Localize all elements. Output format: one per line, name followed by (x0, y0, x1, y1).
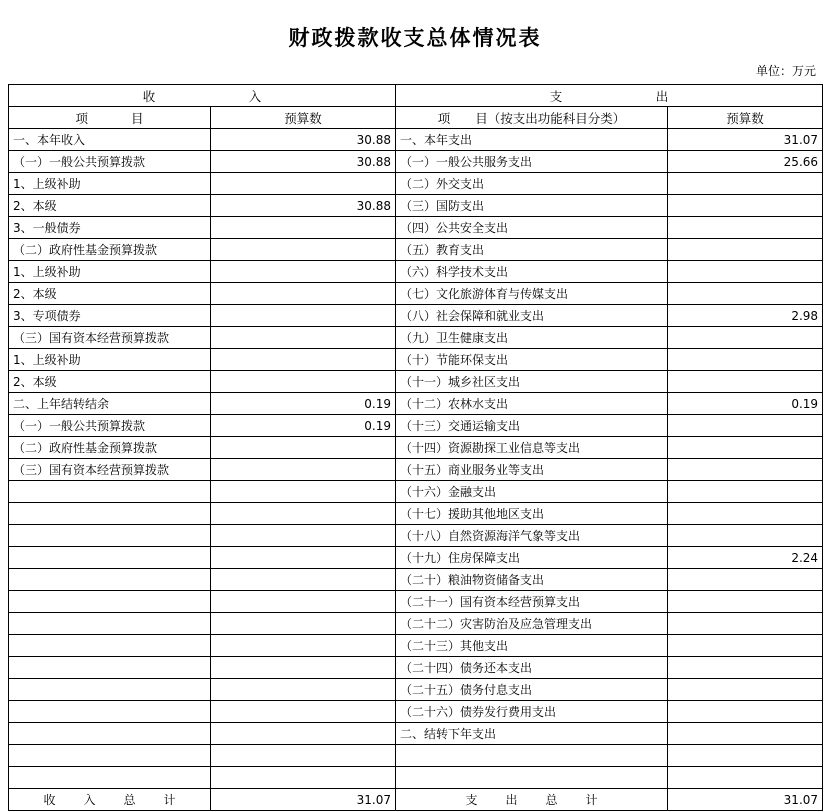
table-row (9, 173, 823, 195)
income-item-value (211, 261, 396, 283)
income-item-label (9, 503, 211, 525)
income-item-label: 一、本年收入 (9, 129, 211, 151)
expense-item-label: （二十五）债务付息支出 (396, 679, 668, 701)
expense-item-value (668, 195, 823, 217)
income-item-value (211, 525, 396, 547)
expense-item-value (668, 239, 823, 261)
income-item-value (211, 767, 396, 789)
income-item-label (9, 657, 211, 679)
budget-table (8, 84, 823, 811)
expense-item-label: （十三）交通运输支出 (396, 415, 668, 437)
expense-item-value (668, 261, 823, 283)
table-row (9, 371, 823, 393)
expense-item-value (668, 679, 823, 701)
expense-item-label: （八）社会保障和就业支出 (396, 305, 668, 327)
expense-item-value (668, 459, 823, 481)
expense-item-label: 一、本年支出 (396, 129, 668, 151)
table-body (9, 85, 823, 811)
income-item-value (211, 723, 396, 745)
income-item-value (211, 547, 396, 569)
expense-item-value (668, 569, 823, 591)
expense-item-label (396, 745, 668, 767)
income-item-value (211, 657, 396, 679)
expense-item-value (668, 657, 823, 679)
income-item-value: 30.88 (211, 195, 396, 217)
expense-section-header: 支 出 (396, 85, 823, 107)
income-item-label: 二、上年结转结余 (9, 393, 211, 415)
header-income-item: 项 目 (9, 107, 211, 129)
table-row (9, 569, 823, 591)
income-item-label: （二）政府性基金预算拨款 (9, 437, 211, 459)
income-section-header: 收 入 (9, 85, 396, 107)
income-item-value (211, 239, 396, 261)
header-expense-budget: 预算数 (668, 107, 823, 129)
table-row (9, 393, 823, 415)
income-item-label: 2、本级 (9, 195, 211, 217)
income-item-value (211, 437, 396, 459)
table-row (9, 481, 823, 503)
income-item-value (211, 371, 396, 393)
expense-item-label: （十一）城乡社区支出 (396, 371, 668, 393)
income-item-label: 1、上级补助 (9, 173, 211, 195)
income-item-label: 2、本级 (9, 283, 211, 305)
income-item-label: （三）国有资本经营预算拨款 (9, 459, 211, 481)
table-row (9, 305, 823, 327)
table-row (9, 613, 823, 635)
table-row (9, 327, 823, 349)
expense-item-value (668, 349, 823, 371)
income-item-value (211, 613, 396, 635)
expense-item-label: （十八）自然资源海洋气象等支出 (396, 525, 668, 547)
income-item-value (211, 679, 396, 701)
income-item-label (9, 745, 211, 767)
income-item-label: 3、专项债券 (9, 305, 211, 327)
table-row (9, 415, 823, 437)
income-item-value (211, 217, 396, 239)
table-row (9, 767, 823, 789)
table-row (9, 745, 823, 767)
income-item-value (211, 459, 396, 481)
income-item-value (211, 283, 396, 305)
expense-total-value: 31.07 (668, 789, 823, 811)
expense-item-label: （七）文化旅游体育与传媒支出 (396, 283, 668, 305)
expense-item-label: （二十二）灾害防治及应急管理支出 (396, 613, 668, 635)
expense-item-label: （十六）金融支出 (396, 481, 668, 503)
expense-item-value (668, 525, 823, 547)
expense-item-value (668, 613, 823, 635)
income-item-value (211, 349, 396, 371)
expense-item-label: （一）一般公共服务支出 (396, 151, 668, 173)
expense-item-label: （二十）粮油物资储备支出 (396, 569, 668, 591)
expense-item-value (668, 415, 823, 437)
income-item-value (211, 701, 396, 723)
expense-item-value: 0.19 (668, 393, 823, 415)
column-header-row (9, 107, 823, 129)
income-item-label: 1、上级补助 (9, 261, 211, 283)
section-header-row (9, 85, 823, 107)
income-item-value (211, 173, 396, 195)
expense-item-label: （十五）商业服务业等支出 (396, 459, 668, 481)
income-item-label (9, 613, 211, 635)
income-item-label: 1、上级补助 (9, 349, 211, 371)
header-income-budget: 预算数 (211, 107, 396, 129)
table-row (9, 525, 823, 547)
expense-item-value (668, 635, 823, 657)
expense-item-value (668, 745, 823, 767)
income-item-value: 30.88 (211, 129, 396, 151)
expense-item-label (396, 767, 668, 789)
income-item-value (211, 745, 396, 767)
table-row (9, 459, 823, 481)
table-row (9, 701, 823, 723)
income-item-label (9, 547, 211, 569)
expense-item-value (668, 767, 823, 789)
income-item-label (9, 767, 211, 789)
income-item-label (9, 679, 211, 701)
expense-item-label: （十四）资源勘探工业信息等支出 (396, 437, 668, 459)
income-item-label: 2、本级 (9, 371, 211, 393)
income-item-value: 0.19 (211, 415, 396, 437)
income-item-value (211, 569, 396, 591)
income-item-label (9, 591, 211, 613)
expense-item-label: （二十三）其他支出 (396, 635, 668, 657)
table-row (9, 129, 823, 151)
expense-item-value (668, 503, 823, 525)
expense-item-label: （六）科学技术支出 (396, 261, 668, 283)
income-total-value: 31.07 (211, 789, 396, 811)
expense-item-value (668, 701, 823, 723)
table-row (9, 679, 823, 701)
table-row (9, 195, 823, 217)
header-expense-item: 项 目（按支出功能科目分类） (396, 107, 668, 129)
table-row (9, 723, 823, 745)
expense-item-label: （二）外交支出 (396, 173, 668, 195)
table-row (9, 151, 823, 173)
unit-note: 单位：万元 (755, 64, 816, 78)
expense-item-value (668, 723, 823, 745)
table-row (9, 437, 823, 459)
expense-item-value (668, 591, 823, 613)
totals-row (9, 789, 823, 811)
expense-total-label: 支 出 总 计 (396, 789, 668, 811)
expense-item-value (668, 481, 823, 503)
expense-item-value (668, 327, 823, 349)
income-item-label (9, 481, 211, 503)
income-item-label (9, 569, 211, 591)
income-item-value: 30.88 (211, 151, 396, 173)
expense-item-label: （十七）援助其他地区支出 (396, 503, 668, 525)
table-row (9, 261, 823, 283)
table-row (9, 283, 823, 305)
expense-item-label: 二、结转下年支出 (396, 723, 668, 745)
expense-item-label: （十）节能环保支出 (396, 349, 668, 371)
income-item-value (211, 591, 396, 613)
expense-item-label: （四）公共安全支出 (396, 217, 668, 239)
income-item-value (211, 635, 396, 657)
income-item-label: （二）政府性基金预算拨款 (9, 239, 211, 261)
income-item-label: （三）国有资本经营预算拨款 (9, 327, 211, 349)
table-row (9, 503, 823, 525)
table-row (9, 657, 823, 679)
table-row (9, 217, 823, 239)
income-total-label: 收 入 总 计 (9, 789, 211, 811)
expense-item-label: （二十一）国有资本经营预算支出 (396, 591, 668, 613)
expense-item-label: （三）国防支出 (396, 195, 668, 217)
expense-item-label: （十九）住房保障支出 (396, 547, 668, 569)
income-item-label (9, 525, 211, 547)
income-item-value (211, 481, 396, 503)
income-item-label: （一）一般公共预算拨款 (9, 151, 211, 173)
expense-item-value: 31.07 (668, 129, 823, 151)
income-item-value: 0.19 (211, 393, 396, 415)
income-item-label (9, 723, 211, 745)
expense-item-value (668, 437, 823, 459)
income-item-label (9, 635, 211, 657)
expense-item-label: （九）卫生健康支出 (396, 327, 668, 349)
expense-item-label: （二十四）债务还本支出 (396, 657, 668, 679)
income-item-value (211, 503, 396, 525)
income-item-label: 3、一般债券 (9, 217, 211, 239)
expense-item-value (668, 371, 823, 393)
expense-item-value (668, 217, 823, 239)
expense-item-value: 2.24 (668, 547, 823, 569)
expense-item-value: 2.98 (668, 305, 823, 327)
expense-item-value: 25.66 (668, 151, 823, 173)
income-item-label (9, 701, 211, 723)
expense-item-value (668, 283, 823, 305)
income-item-label: （一）一般公共预算拨款 (9, 415, 211, 437)
table-row (9, 349, 823, 371)
income-item-value (211, 327, 396, 349)
table-row (9, 591, 823, 613)
table-row (9, 239, 823, 261)
expense-item-value (668, 173, 823, 195)
table-row (9, 547, 823, 569)
expense-item-label: （二十六）债券发行费用支出 (396, 701, 668, 723)
income-item-value (211, 305, 396, 327)
page-title: 财政拨款收支总体情况表 (288, 26, 542, 50)
expense-item-label: （十二）农林水支出 (396, 393, 668, 415)
table-row (9, 635, 823, 657)
expense-item-label: （五）教育支出 (396, 239, 668, 261)
